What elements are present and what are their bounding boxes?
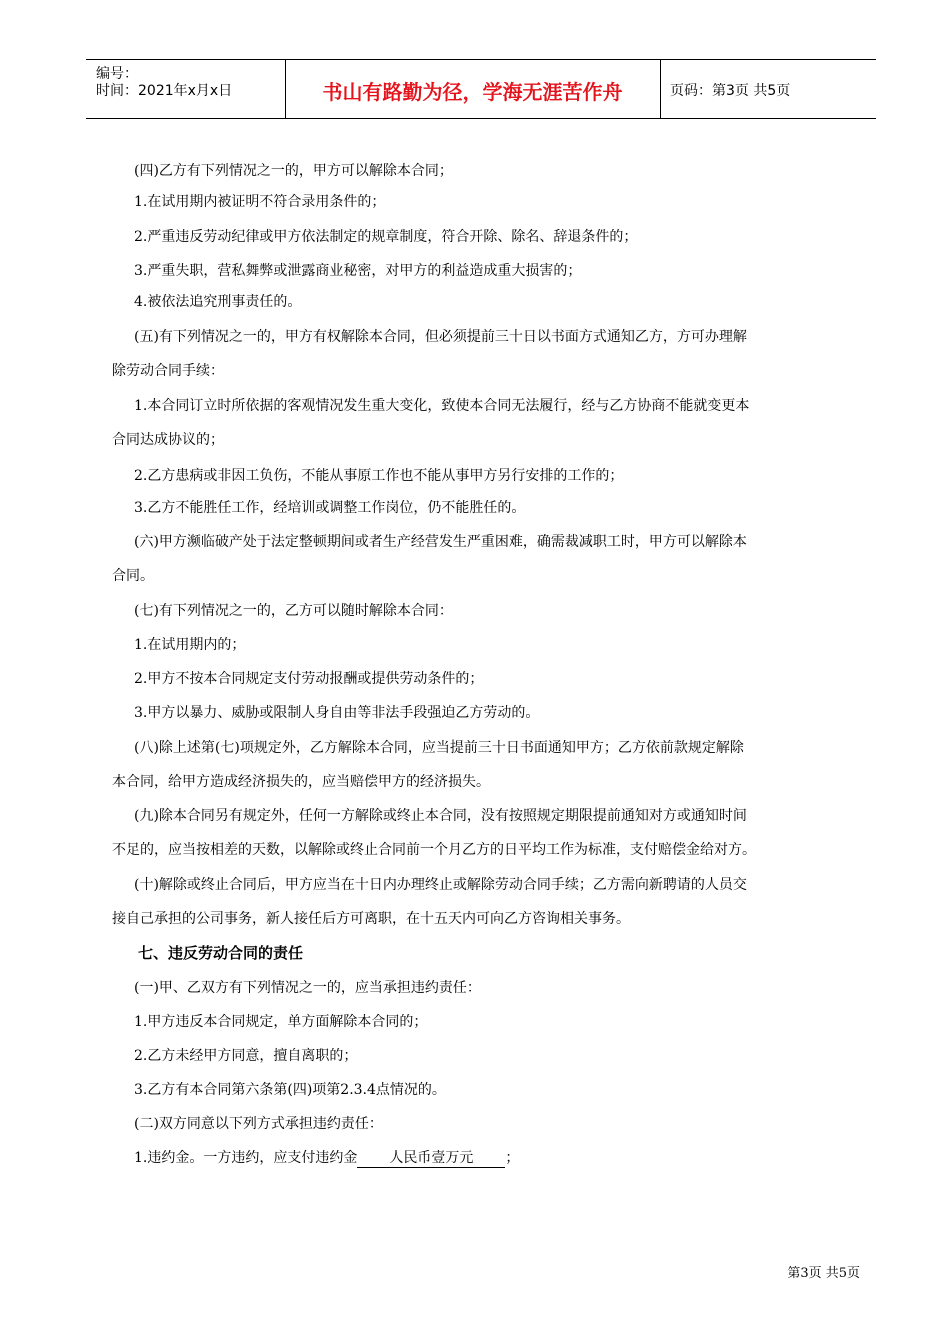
paragraph-line: (七)有下列情况之一的，乙方可以随时解除本合同： xyxy=(134,603,453,619)
paragraph-line: 本合同，给甲方造成经济损失的，应当赔偿甲方的经济损失。 xyxy=(112,774,490,790)
paragraph-line: 合同。 xyxy=(112,568,154,584)
document-number-label: 编号： xyxy=(96,66,138,82)
paragraph-line: 2.乙方患病或非因工负伤，不能从事原工作也不能从事甲方另行安排的工作的； xyxy=(134,468,624,484)
paragraph-line: 接自己承担的公司事务，新人接任后方可离职，在十五天内可向乙方咨询相关事务。 xyxy=(112,911,630,927)
paragraph-line: (四)乙方有下列情况之一的，甲方可以解除本合同； xyxy=(134,163,453,179)
paragraph-line: (一)甲、乙双方有下列情况之一的，应当承担违约责任： xyxy=(134,980,481,996)
paragraph-line: 1.在试用期内被证明不符合录用条件的； xyxy=(134,194,386,210)
paragraph-line: 4.被依法追究刑事责任的。 xyxy=(134,294,302,310)
paragraph-line: 3.严重失职，营私舞弊或泄露商业秘密，对甲方的利益造成重大损害的； xyxy=(134,263,582,279)
paragraph-line: (九)除本合同另有规定外，任何一方解除或终止本合同，没有按照规定期限提前通知对方或通知时间 xyxy=(134,808,747,824)
paragraph-line: 3.乙方有本合同第六条第(四)项第2.3.4点情况的。 xyxy=(134,1082,446,1098)
penalty-line xyxy=(134,1149,519,1168)
footer-page-number: 第3页 共5页 xyxy=(787,1266,860,1281)
paragraph-line: 2.乙方未经甲方同意，擅自离职的； xyxy=(134,1048,358,1064)
paragraph-line: (六)甲方濒临破产处于法定整顿期间或者生产经营发生严重困难，确需裁减职工时，甲方可以解除本 xyxy=(134,534,747,550)
header-left-cell xyxy=(86,60,286,118)
paragraph-line: 1.本合同订立时所依据的客观情况发生重大变化，致使本合同无法履行，经与乙方协商不能就变更本 xyxy=(134,398,750,414)
page-header xyxy=(86,59,876,119)
penalty-suffix: ； xyxy=(505,1150,520,1166)
paragraph-line: 1.在试用期内的； xyxy=(134,637,246,653)
penalty-prefix: 1.违约金。一方违约，应支付违约金 xyxy=(134,1150,358,1166)
document-time-label: 时间：2021年x月x日 xyxy=(96,83,233,99)
header-motto: 书山有路勤为径，学海无涯苦作舟 xyxy=(322,80,623,104)
paragraph-line: 不足的，应当按相差的天数，以解除或终止合同前一个月乙方的日平均工作为标准，支付赔偿金给对方。 xyxy=(112,842,756,858)
paragraph-line: 3.乙方不能胜任工作，经培训或调整工作岗位，仍不能胜任的。 xyxy=(134,500,526,516)
header-page-label: 页码：第3页 共5页 xyxy=(670,83,791,99)
paragraph-line: (五)有下列情况之一的，甲方有权解除本合同，但必须提前三十日以书面方式通知乙方，方可办理解 xyxy=(134,329,747,345)
paragraph-line: 3.甲方以暴力、威胁或限制人身自由等非法手段强迫乙方劳动的。 xyxy=(134,705,540,721)
paragraph-line: (八)除上述第(七)项规定外，乙方解除本合同，应当提前三十日书面通知甲方；乙方依前款规定解除 xyxy=(134,740,744,756)
paragraph-line: (二)双方同意以下列方式承担违约责任： xyxy=(134,1116,383,1132)
paragraph-line: (十)解除或终止合同后，甲方应当在十日内办理终止或解除劳动合同手续；乙方需向新聘请的人员交 xyxy=(134,877,747,893)
paragraph-line: 除劳动合同手续： xyxy=(112,363,224,379)
paragraph-line: 1.甲方违反本合同规定，单方面解除本合同的； xyxy=(134,1014,428,1030)
header-motto-cell xyxy=(285,60,661,118)
penalty-amount-blank: 人民币壹万元 xyxy=(357,1149,505,1168)
paragraph-line: 2.严重违反劳动纪律或甲方依法制定的规章制度，符合开除、除名、辞退条件的； xyxy=(134,229,638,245)
section-heading: 七、违反劳动合同的责任 xyxy=(138,944,304,962)
paragraph-line: 2.甲方不按本合同规定支付劳动报酬或提供劳动条件的； xyxy=(134,671,484,687)
paragraph-line: 合同达成协议的； xyxy=(112,432,224,448)
header-right-cell xyxy=(660,60,876,118)
